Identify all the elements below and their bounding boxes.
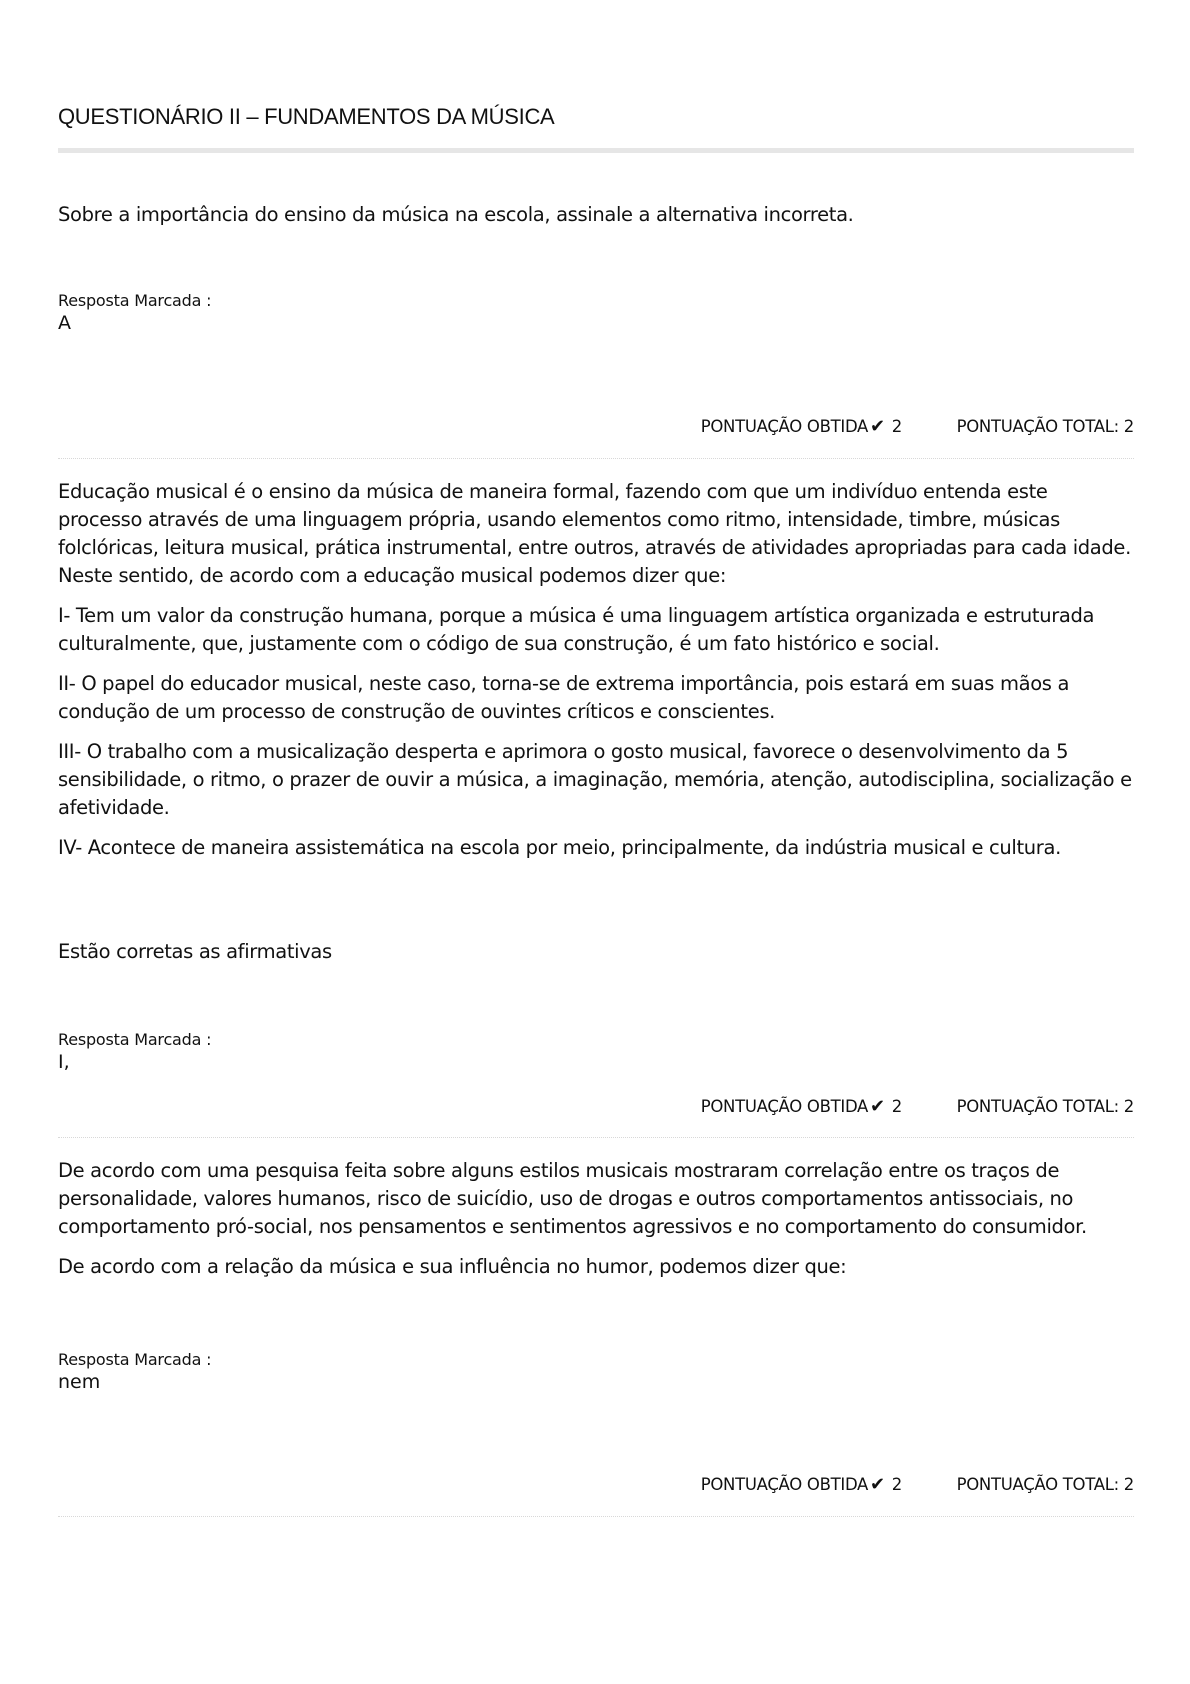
check-icon: ✔ [870, 1474, 885, 1495]
answer-block [58, 1350, 211, 1394]
question-text [58, 201, 1134, 229]
answer-value: I, [58, 1051, 70, 1073]
score-obtained-label: PONTUAÇÃO OBTIDA [700, 417, 869, 436]
question-paragraph: II- O papel do educador musical, neste caso, torna-se de extrema importância, pois estará em suas mãos a condução de um processo de construção de ouvintes críticos e conscientes. [58, 672, 1070, 723]
question-paragraph: IV- Acontece de maneira assistemática na escola por meio, principalmente, da indústria musical e cultura. [58, 836, 1061, 859]
score-row [58, 1475, 1134, 1499]
score-total: PONTUAÇÃO TOTAL: 2 [956, 1097, 1134, 1116]
question-divider [58, 1516, 1134, 1517]
answer-block [58, 1030, 211, 1074]
question-divider [58, 458, 1134, 459]
answer-label: Resposta Marcada : [58, 1030, 212, 1049]
title-divider [58, 148, 1134, 153]
answer-value: A [58, 312, 71, 334]
question-paragraph: De acordo com uma pesquisa feita sobre alguns estilos musicais mostraram correlação entre os traços de personalidade, valores humanos, risco de suicídio, uso de drogas e outros comportamentos antissociais, no comportamento pró-social, nos pensamentos e sentimentos agressivos e no comportamento do consumidor. [58, 1159, 1087, 1238]
question-3 [58, 1157, 1134, 1393]
score-obtained-value: 2 [891, 417, 902, 436]
answer-label: Resposta Marcada : [58, 291, 212, 310]
question-prompt [58, 938, 332, 978]
question-divider [58, 1137, 1134, 1138]
score-obtained [701, 1475, 902, 1494]
question-text [58, 1157, 1134, 1281]
answer-block [58, 291, 211, 335]
score-obtained-label: PONTUAÇÃO OBTIDA [700, 1475, 869, 1494]
answer-label: Resposta Marcada : [58, 1350, 212, 1369]
score-obtained [701, 1097, 902, 1116]
question-paragraph: Sobre a importância do ensino da música na escola, assinale a alternativa incorreta. [58, 203, 854, 226]
question-paragraph: III- O trabalho com a musicalização desperta e aprimora o gosto musical, favorece o desenvolvimento da 5 sensibilidade, o ritmo, o prazer de ouvir a música, a imaginação, memória, atenção, autodisciplina, socialização e afetividade. [58, 740, 1132, 819]
score-row [58, 1097, 1134, 1121]
question-paragraph: I- Tem um valor da construção humana, porque a música é uma linguagem artística organizada e estruturada culturalmente, que, justamente com o código de sua construção, é um fato histórico e social. [58, 604, 1095, 655]
question-1 [58, 201, 1134, 334]
score-obtained-value: 2 [891, 1475, 902, 1494]
score-obtained [701, 417, 902, 436]
score-row [58, 417, 1134, 441]
score-total: PONTUAÇÃO TOTAL: 2 [956, 1475, 1134, 1494]
score-obtained-label: PONTUAÇÃO OBTIDA [700, 1097, 869, 1116]
question-2 [58, 478, 1134, 1073]
score-total: PONTUAÇÃO TOTAL: 2 [956, 417, 1134, 436]
check-icon: ✔ [870, 416, 885, 437]
score-obtained-value: 2 [891, 1097, 902, 1116]
question-text [58, 478, 1134, 862]
question-paragraph: Educação musical é o ensino da música de maneira formal, fazendo com que um indivíduo entenda este processo através de uma linguagem própria, usando elementos como ritmo, intensidade, timbre, músicas folclóricas, leitura musical, prática instrumental, entre outros, através de atividades apropriadas para cada idade. Neste sentido, de acordo com a educação musical podemos dizer que: [58, 480, 1131, 587]
page-title: QUESTIONÁRIO II – FUNDAMENTOS DA MÚSICA [58, 104, 555, 129]
answer-value: nem [58, 1371, 101, 1393]
question-prompt-text: Estão corretas as afirmativas [58, 940, 332, 963]
question-paragraph: De acordo com a relação da música e sua influência no humor, podemos dizer que: [58, 1255, 847, 1278]
check-icon: ✔ [870, 1096, 885, 1117]
